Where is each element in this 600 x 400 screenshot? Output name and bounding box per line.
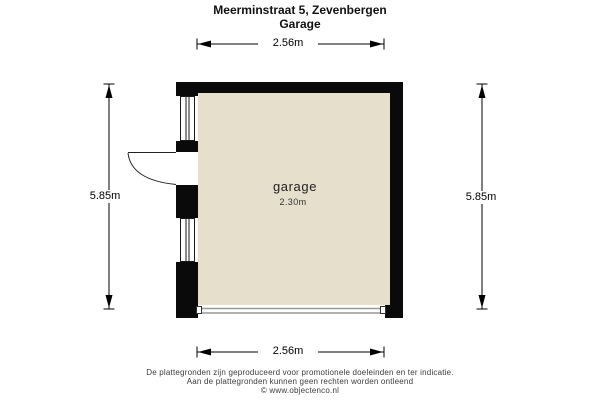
left-wall-segment-mid1: [176, 141, 198, 152]
dimension-label-top: 2.56m: [258, 37, 318, 50]
left-wall-segment-mid2: [176, 185, 198, 218]
door-swing-icon: [128, 153, 176, 185]
garage-door-icon: [197, 307, 386, 314]
footer-disclaimer: [0, 368, 600, 395]
footer-line-2: Aan de plattegronden kunnen geen rechten worden ontleend: [186, 377, 414, 386]
footer-copyright: © www.objectenco.nl: [260, 386, 340, 395]
window-icon-lower: [181, 219, 195, 262]
right-wall: [390, 82, 403, 318]
footer-line-1: De plattegronden zijn geproduceerd voor promotionele doeleinden en ter indicatie.: [146, 368, 454, 377]
dimension-label-bottom: 2.56m: [258, 345, 318, 358]
left-wall-segment-top: [176, 82, 198, 96]
room-size-label: 2.30m: [279, 197, 307, 207]
bottom-right-post: [385, 305, 403, 318]
dimension-label-right: 5.85m: [451, 191, 511, 204]
dimension-label-left: 5.85m: [75, 190, 135, 203]
room-name-label: garage: [272, 179, 318, 194]
page-title-floor: Garage: [279, 17, 321, 31]
page-title-address: Meerminstraat 5, Zevenbergen: [213, 3, 387, 17]
top-wall: [176, 82, 403, 93]
left-wall-segment-bottom: [176, 262, 198, 318]
window-icon-upper: [181, 97, 195, 141]
